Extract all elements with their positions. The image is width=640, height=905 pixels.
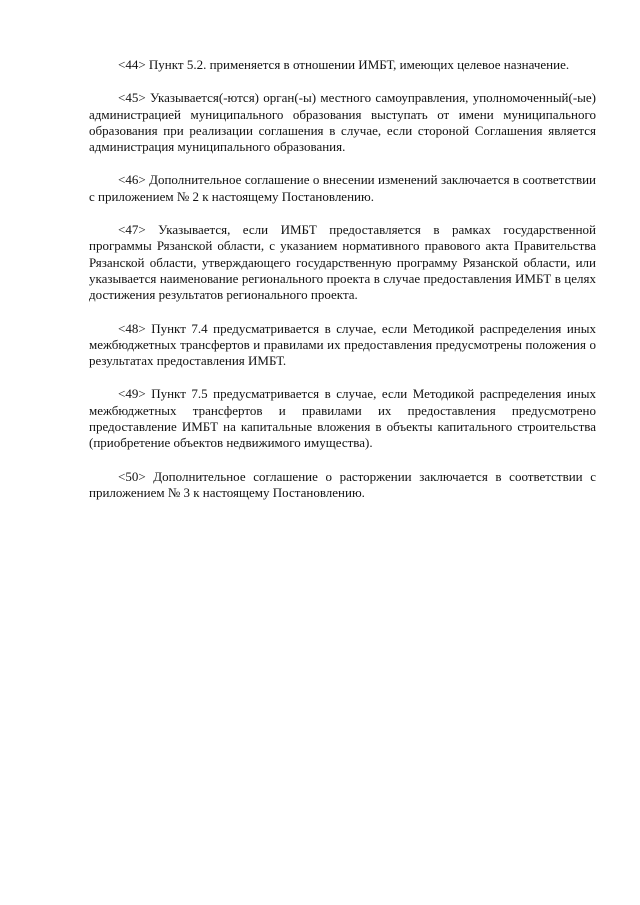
footnote-marker: <45>: [118, 90, 146, 106]
footnote-44: [89, 57, 596, 73]
footnote-marker: <49>: [118, 386, 146, 402]
footnote-47: [89, 222, 596, 303]
footnote-marker: <44>: [118, 57, 146, 72]
footnote-marker: <48>: [118, 320, 146, 336]
footnote-marker: <46>: [118, 172, 146, 188]
footnote-48: [89, 321, 596, 370]
footnote-text: Указывается, если ИМБТ предоставляется в рамках государственной программы Рязанской области, с указанием нормативного правового акта Правительства Рязанской области, утверждающего государственную программу Рязанской области, или указывается наименование регионального проекта в случае предоставления ИМБТ в целях достижения результатов регионального проекта.: [89, 222, 597, 303]
footnote-marker: <47>: [118, 222, 146, 238]
footnote-text: Дополнительное соглашение о расторжении заключается в соответствии с приложением № 3 к настоящему Постановлению.: [89, 468, 597, 500]
footnote-50: [89, 469, 596, 502]
footnote-marker: <50>: [118, 468, 146, 484]
footnotes-list: [89, 57, 596, 518]
footnote-text: Пункт 5.2. применяется в отношении ИМБТ, имеющих целевое назначение.: [148, 57, 570, 72]
footnote-45: [89, 90, 596, 155]
footnote-text: Пункт 7.5 предусматривается в случае, если Методикой распределения иных межбюджетных трансфертов и правилами их предоставления предусмотрено предоставление ИМБТ на капитальные вложения в объекты капитального строительства (приобретение объектов недвижимого имущества).: [89, 386, 596, 451]
footnote-text: Пункт 7.4 предусматривается в случае, если Методикой распределения иных межбюджетных трансфертов и правилами их предоставления предусмотрены положения о результатах предоставления ИМБТ.: [89, 320, 596, 369]
footnote-text: Дополнительное соглашение о внесении изменений заключается в соответствии с приложением № 2 к настоящему Постановлению.: [89, 172, 597, 204]
footnote-text: Указывается(-ются) орган(-ы) местного самоуправления, уполномоченный(-ые) администрацией муниципального образования выступать от имени муниципального образования при реализации соглашения в случае, если стороной Соглашения является администрация муниципального образования.: [89, 90, 596, 155]
footnote-46: [89, 172, 596, 205]
footnote-49: [89, 386, 596, 451]
